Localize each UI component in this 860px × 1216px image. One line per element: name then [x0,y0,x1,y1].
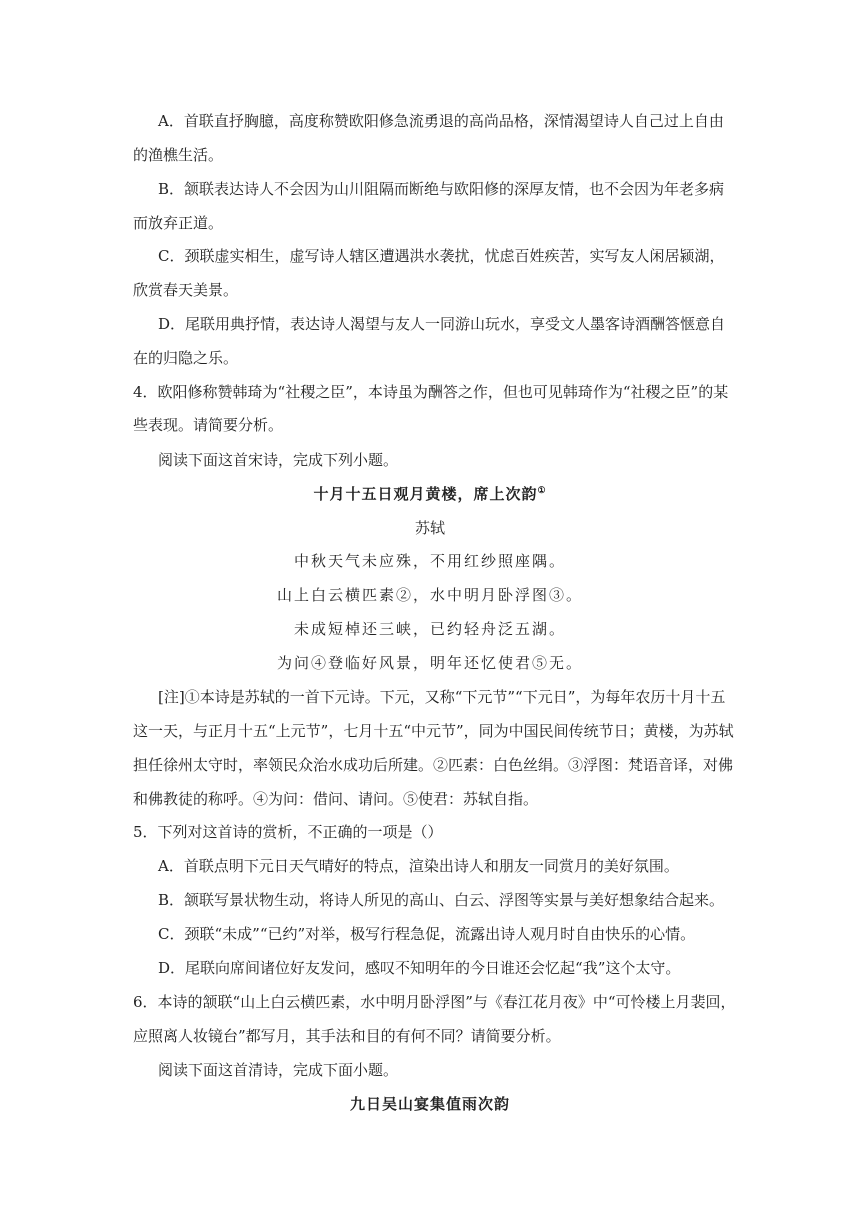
poem-line-4: 为问④登临好风景，明年还忆使君⑤无。 [276,654,583,672]
annotation-line-1: [注]①本诗是苏轼的一首下元诗。下元，又称“下元节”“下元日”，为每年农历十月十五 [158,688,726,706]
reading-intro-1: 阅读下面这首宋诗，完成下列小题。 [158,451,399,469]
poem-title-text: 十月十五日观月黄楼，席上次韵 [313,485,538,503]
annotation-line-2: 这一天，与正月十五“上元节”，七月十五“中元节”，同为中国民间传统节日；黄楼，为苏轼 [133,722,734,740]
question-5-stem: 5．下列对这首诗的赏析，不正确的一项是（） [133,823,443,841]
poem-line-2: 山上白云横匹素②，水中明月卧浮图③。 [276,586,583,604]
poem-title [0,484,860,504]
question-6-line2: 应照离人妆镜台”都写月，其手法和目的有何不同？请简要分析。 [133,1027,561,1045]
poem-line-1: 中秋天气未应殊，不用红纱照座隅。 [293,552,566,570]
option-b-line1: B．颔联表达诗人不会因为山川阻隔而断绝与欧阳修的深厚友情，也不会因为年老多病 [158,180,725,198]
option-b-line2: 而放弃正道。 [133,214,224,232]
question-6-line1: 6．本诗的颔联“山上白云横匹素，水中明月卧浮图”与《春江花月夜》中“可怜楼上月裴回， [133,993,736,1011]
poem-2-title: 九日吴山宴集值雨次韵 [349,1095,510,1113]
option-a-line1: A．首联直抒胸臆，高度称赞欧阳修急流勇退的高尚品格，深情渴望诗人自己过上自由 [158,112,724,130]
q5-option-a: A．首联点明下元日天气晴好的特点，渲染出诗人和朋友一同赏月的美好氛围。 [158,857,679,875]
option-d-line1: D．尾联用典抒情，表达诗人渴望与友人一同游山玩水，享受文人墨客诗酒酬答惬意自 [158,315,726,333]
annotation-line-3: 担任徐州太守时，率领民众治水成功后所建。②匹素：白色丝绢。③浮图：梵语音译，对佛 [133,756,734,774]
reading-intro-2: 阅读下面这首清诗，完成下面小题。 [158,1061,399,1079]
question-4-line2: 些表现。请简要分析。 [133,416,284,434]
question-4-line1: 4．欧阳修称赞韩琦为“社稷之臣”，本诗虽为酬答之作，但也可见韩琦作为“社稷之臣”的某 [133,383,729,401]
option-c-line2: 欣赏春天美景。 [133,281,239,299]
poem-line-3: 未成短棹还三峡，已约轻舟泛五湖。 [293,620,566,638]
q5-option-d: D．尾联向席间诸位好友发问，感叹不知明年的今日谁还会忆起“我”这个太守。 [158,959,681,977]
option-c-line1: C．颈联虚实相生，虚写诗人辖区遭遇洪水袭扰，忧虑百姓疾苦，实写友人闲居颍湖， [158,247,725,265]
option-d-line2: 在的归隐之乐。 [133,349,239,367]
q5-option-c: C．颈联“未成”“已约”对举，极写行程急促，流露出诗人观月时自由快乐的心情。 [158,925,696,943]
q5-option-b: B．颔联写景状物生动，将诗人所见的高山、白云、浮图等实景与美好想象结合起来。 [158,891,725,909]
poem-author: 苏轼 [414,519,445,537]
poem-title-note: ① [537,486,547,496]
annotation-line-4: 和佛教徒的称呼。④为问：借问、请问。⑤使君：苏轼自指。 [133,790,539,808]
option-a-line2: 的渔樵生活。 [133,146,224,164]
